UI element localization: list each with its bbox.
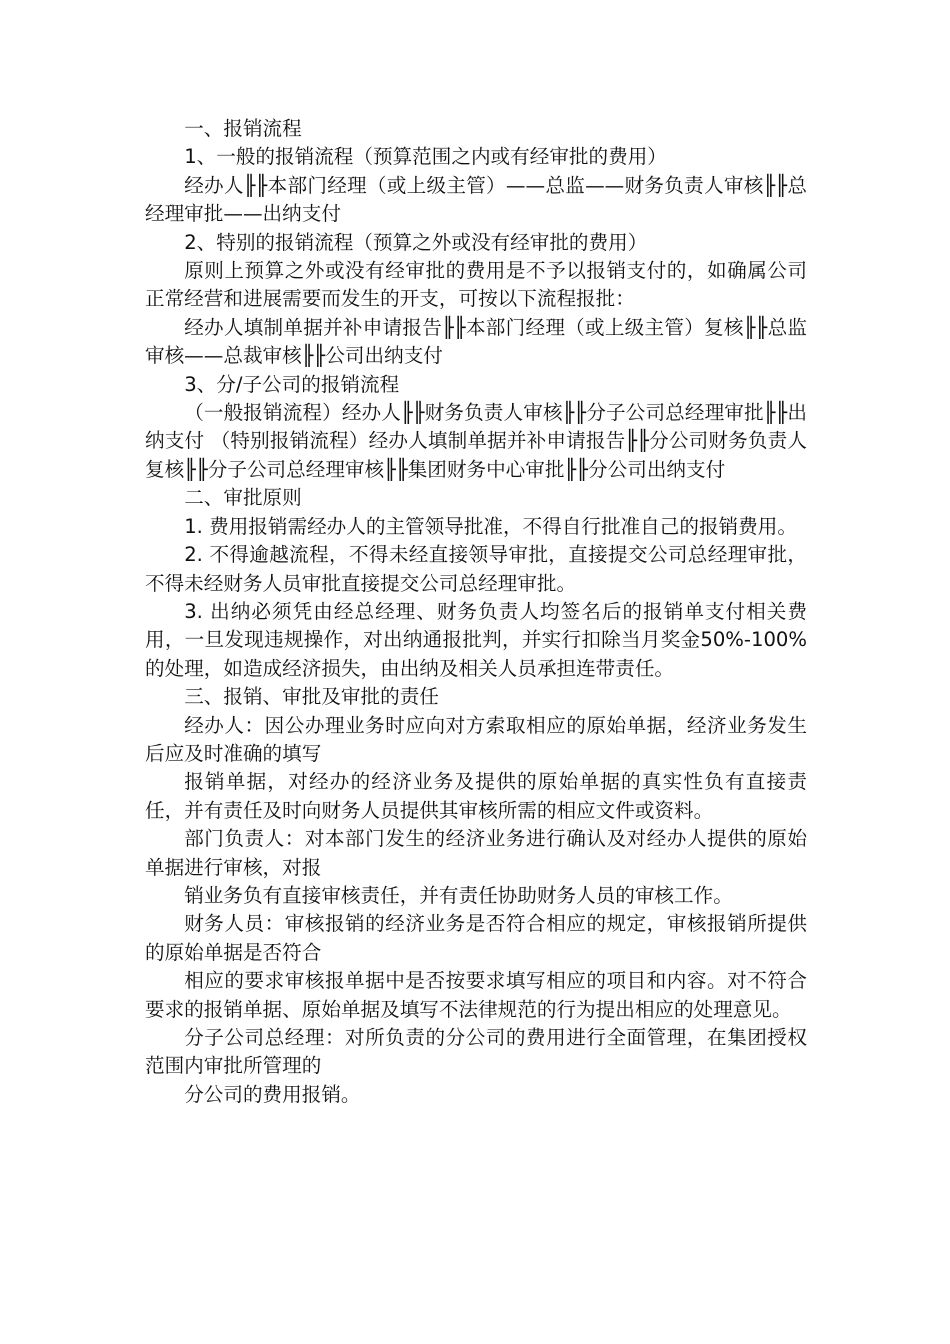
paragraph: 3. 出纳必须凭由经总经理、财务负责人均签名后的报销单支付相关费用，一旦发现违规操作，对出纳通报批判，并实行扣除当月奖金50%-100%的处理，如造成经济损失，由出纳及相关人员承担连带责任。 [145, 599, 807, 680]
document-body [145, 115, 807, 1109]
paragraph: 1. 费用报销需经办人的主管领导批准，不得自行批准自己的报销费用。 [184, 514, 797, 538]
section-heading: 一、报销流程 [184, 117, 302, 140]
section-heading: 二、审批原则 [184, 486, 302, 510]
paragraph: 销业务负有直接审核责任，并有责任协助财务人员的审核工作。 [184, 883, 733, 907]
paragraph: 报销单据，对经办的经济业务及提供的原始单据的真实性负有直接责任，并有责任及时向财务人员提供其审核所需的相应文件或资料。 [145, 770, 807, 822]
paragraph: 经办人填制单据并补申请报告╟╟本部门经理（或上级主管）复核╟╟总监审核——总裁审核╟╟公司出纳支付 [145, 315, 807, 368]
paragraph: 原则上预算之外或没有经审批的费用是不予以报销支付的，如确属公司正常经营和进展需要而发生的开支，可按以下流程报批： [145, 259, 807, 311]
subsection-heading: 1、一般的报销流程（预算范围之内或有经审批的费用） [184, 145, 667, 169]
paragraph: 部门负责人：对本部门发生的经济业务进行确认及对经办人提供的原始单据进行审核，对报 [145, 827, 807, 879]
subsection-heading: 3、分/子公司的报销流程 [184, 372, 400, 396]
paragraph: 2. 不得逾越流程，不得未经直接领导审批，直接提交公司总经理审批，不得未经财务人员审批直接提交公司总经理审批。 [145, 543, 807, 595]
paragraph: 经办人╟╟本部门经理（或上级主管）——总监——财务负责人审核╟╟总经理审批——出纳支付 [145, 173, 807, 226]
paragraph: 财务人员：审核报销的经济业务是否符合相应的规定，审核报销所提供的原始单据是否符合 [145, 912, 807, 964]
paragraph: 分公司的费用报销。 [184, 1082, 361, 1106]
section-heading: 三、报销、审批及审批的责任 [184, 685, 439, 709]
subsection-heading: 2、特别的报销流程（预算之外或没有经审批的费用） [184, 230, 648, 254]
paragraph: 相应的要求审核报单据中是否按要求填写相应的项目和内容。对不符合要求的报销单据、原始单据及填写不法律规范的行为提出相应的处理意见。 [145, 969, 807, 1021]
paragraph: 经办人：因公办理业务时应向对方索取相应的原始单据，经济业务发生后应及时准确的填写 [145, 713, 807, 765]
paragraph: 分子公司总经理：对所负责的分公司的费用进行全面管理，在集团授权范围内审批所管理的 [145, 1026, 807, 1078]
paragraph: （一般报销流程）经办人╟╟财务负责人审核╟╟分子公司总经理审批╟╟出纳支付 （特别报销流程）经办人填制单据并补申请报告╟╟分公司财务负责人复核╟╟分子公司总经理审核╟╟集团财务中心审批╟╟分公司出纳支付 [145, 401, 807, 481]
